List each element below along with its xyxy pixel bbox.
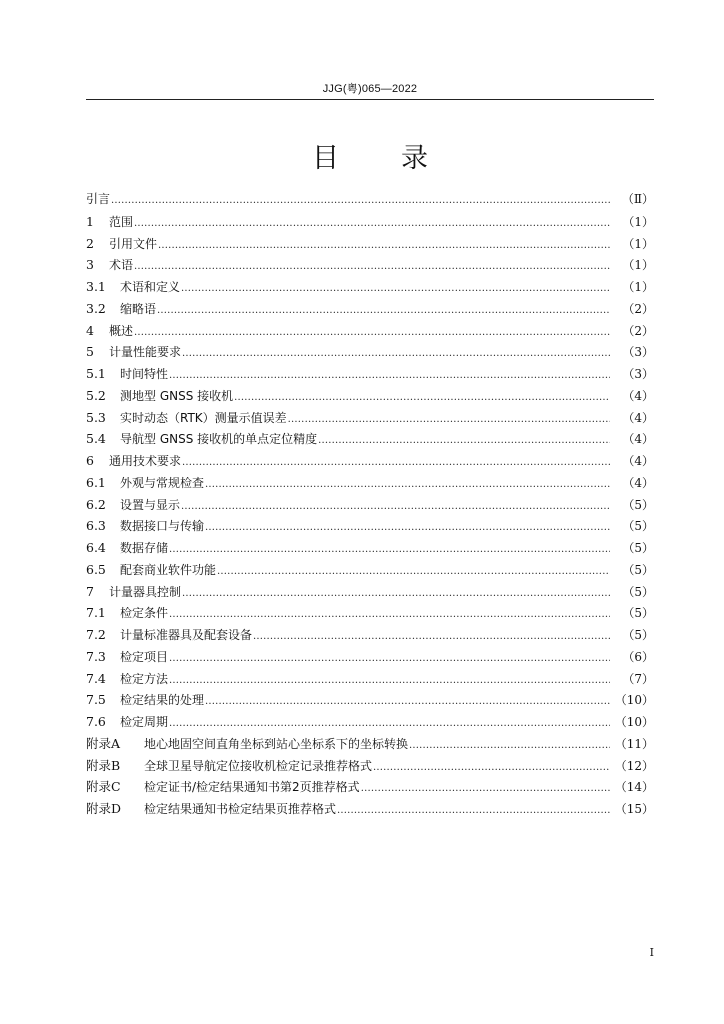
toc-dot-leader xyxy=(134,256,610,278)
toc-entry[interactable] xyxy=(86,494,654,516)
toc-entry-page: （7） xyxy=(622,671,654,686)
toc-dot-leader xyxy=(169,539,610,561)
document-code-header: JJG(粤)065—2022 xyxy=(322,83,418,95)
toc-dot-leader xyxy=(205,691,610,713)
toc-entry[interactable] xyxy=(86,450,654,472)
toc-dot-leader xyxy=(205,517,610,539)
toc-entry-page: （5） xyxy=(622,584,654,599)
toc-entry-page: （4） xyxy=(622,388,654,403)
toc-entry[interactable] xyxy=(86,428,654,450)
toc-entry[interactable] xyxy=(86,798,654,820)
toc-entry-title: 外观与常规检查 xyxy=(120,475,205,490)
toc-entry[interactable] xyxy=(86,537,654,559)
toc-entry-page: （14） xyxy=(614,780,654,795)
toc-entry-title: 设置与显示 xyxy=(120,497,181,512)
toc-entry-page: （15） xyxy=(614,802,654,816)
toc-dot-leader xyxy=(134,322,610,344)
toc-entry-number: 附录B xyxy=(86,757,121,773)
toc-dot-leader xyxy=(182,343,610,365)
toc-entry-number: 附录A xyxy=(86,735,121,751)
toc-dot-leader xyxy=(169,713,610,735)
toc-entry[interactable] xyxy=(86,733,654,755)
toc-entry-page: （10） xyxy=(614,715,654,729)
toc-entry[interactable] xyxy=(86,755,654,777)
toc-entry-page: （5） xyxy=(622,628,654,642)
toc-entry[interactable] xyxy=(86,211,654,233)
table-of-contents xyxy=(86,189,654,820)
toc-entry-number: 3.2 xyxy=(86,300,106,316)
toc-entry[interactable] xyxy=(86,646,654,668)
toc-entry-page: （3） xyxy=(622,345,654,360)
toc-entry-number: 6.2 xyxy=(86,496,106,512)
toc-entry-title: 检定结果通知书检定结果页推荐格式 xyxy=(144,802,337,816)
toc-entry-page: （1） xyxy=(622,214,654,229)
toc-entry-number: 7 xyxy=(86,583,94,599)
toc-entry-title: 引用文件 xyxy=(109,236,158,251)
toc-dot-leader xyxy=(205,474,610,496)
toc-dot-leader xyxy=(217,561,610,583)
toc-dot-leader xyxy=(337,800,610,822)
toc-dot-leader xyxy=(157,300,610,322)
toc-entry-number: 5 xyxy=(86,344,94,360)
toc-dot-leader xyxy=(181,278,610,300)
toc-entry-title: 测地型 GNSS 接收机 xyxy=(120,388,234,403)
toc-entry-title: 检定结果的处理 xyxy=(120,693,205,708)
page-title: 目录 xyxy=(312,143,490,174)
toc-entry[interactable] xyxy=(86,602,654,624)
toc-dot-leader xyxy=(181,496,610,518)
toc-entry-title: 术语和定义 xyxy=(120,280,181,294)
toc-dot-leader xyxy=(373,757,610,779)
toc-entry-page: （1） xyxy=(622,236,654,251)
toc-entry[interactable] xyxy=(86,254,654,276)
toc-entry-page: （5） xyxy=(622,562,654,577)
toc-entry-page: （12） xyxy=(614,758,654,773)
toc-entry-title: 时间特性 xyxy=(120,367,169,381)
toc-entry-page: （6） xyxy=(622,649,654,664)
toc-entry[interactable] xyxy=(86,776,654,798)
toc-entry-title: 范围 xyxy=(109,214,134,229)
toc-entry-number: 7.6 xyxy=(86,714,106,729)
toc-entry[interactable] xyxy=(86,668,654,690)
toc-entry-title: 检定周期 xyxy=(120,715,169,729)
toc-entry-title: 实时动态（RTK）测量示值误差 xyxy=(120,410,287,425)
toc-entry-number: 7.4 xyxy=(86,670,106,686)
toc-entry[interactable] xyxy=(86,341,654,363)
toc-entry-title: 检定方法 xyxy=(120,671,169,686)
toc-entry-number: 7.2 xyxy=(86,627,106,642)
toc-entry-number: 5.2 xyxy=(86,387,106,403)
toc-entry[interactable] xyxy=(86,320,654,342)
toc-entry-number: 3.1 xyxy=(86,279,106,294)
toc-entry-number: 6 xyxy=(86,453,94,468)
toc-entry[interactable] xyxy=(86,298,654,320)
toc-entry[interactable] xyxy=(86,515,654,537)
toc-entry-page: （5） xyxy=(622,497,654,512)
toc-dot-leader xyxy=(182,583,610,605)
toc-entry[interactable] xyxy=(86,711,654,733)
toc-entry-title: 计量器具控制 xyxy=(109,584,182,599)
toc-entry[interactable] xyxy=(86,559,654,581)
header-rule xyxy=(86,99,654,100)
toc-entry-number: 3 xyxy=(86,257,94,273)
toc-entry-number: 附录C xyxy=(86,779,121,795)
toc-entry-title: 数据存储 xyxy=(120,541,169,555)
toc-entry-page: （Ⅱ） xyxy=(621,192,654,206)
toc-entry-page: （5） xyxy=(622,606,654,621)
toc-entry-page: （4） xyxy=(622,475,654,490)
toc-entry[interactable] xyxy=(86,189,654,211)
toc-dot-leader xyxy=(169,648,610,670)
toc-entry-title: 概述 xyxy=(109,323,134,338)
toc-entry-number: 6.5 xyxy=(86,561,106,577)
toc-entry-title: 数据接口与传输 xyxy=(120,519,205,534)
toc-dot-leader xyxy=(134,213,610,235)
toc-dot-leader xyxy=(234,387,610,409)
toc-entry-number: 2 xyxy=(86,235,94,251)
toc-entry-page: （3） xyxy=(622,367,654,381)
toc-entry[interactable] xyxy=(86,624,654,646)
toc-entry-number: 6.4 xyxy=(86,540,106,555)
toc-dot-leader xyxy=(409,735,610,757)
toc-entry[interactable] xyxy=(86,363,654,385)
toc-entry-number: 7.3 xyxy=(86,648,106,664)
toc-entry-title: 引言 xyxy=(86,192,111,206)
toc-dot-leader xyxy=(318,430,610,452)
toc-entry-title: 检定条件 xyxy=(120,606,169,621)
toc-entry-number: 5.3 xyxy=(86,409,106,425)
toc-entry[interactable] xyxy=(86,276,654,298)
toc-entry-number: 7.5 xyxy=(86,692,106,708)
toc-entry-number: 6.1 xyxy=(86,474,106,490)
toc-entry-title: 缩略语 xyxy=(120,301,157,316)
toc-dot-leader xyxy=(158,235,610,257)
toc-entry-title: 检定项目 xyxy=(120,649,169,664)
toc-entry-title: 地心地固空间直角坐标到站心坐标系下的坐标转换 xyxy=(144,736,409,751)
toc-entry-title: 导航型 GNSS 接收机的单点定位精度 xyxy=(120,432,318,447)
footer-page-number: I xyxy=(649,946,654,959)
toc-entry-title: 检定证书/检定结果通知书第2页推荐格式 xyxy=(144,780,360,795)
toc-dot-leader xyxy=(288,409,610,431)
toc-entry[interactable] xyxy=(86,689,654,711)
toc-entry-page: （10） xyxy=(614,693,654,708)
toc-entry-page: （1） xyxy=(622,258,654,273)
toc-entry-number: 1 xyxy=(86,213,94,229)
toc-entry-title: 术语 xyxy=(109,258,134,273)
toc-entry-number: 附录D xyxy=(86,801,122,816)
toc-entry-page: （2） xyxy=(622,301,654,316)
toc-entry-title: 全球卫星导航定位接收机检定记录推荐格式 xyxy=(144,758,373,773)
toc-entry-page: （11） xyxy=(614,736,654,751)
toc-dot-leader xyxy=(169,365,610,387)
toc-entry-number: 7.1 xyxy=(86,605,106,621)
toc-entry[interactable] xyxy=(86,233,654,255)
toc-dot-leader xyxy=(253,626,610,648)
toc-entry-title: 配套商业软件功能 xyxy=(120,562,217,577)
toc-entry[interactable] xyxy=(86,581,654,603)
toc-entry-page: （5） xyxy=(622,541,654,555)
toc-entry-title: 通用技术要求 xyxy=(109,454,182,468)
toc-entry-page: （2） xyxy=(622,323,654,338)
toc-entry-title: 计量标准器具及配套设备 xyxy=(120,628,253,642)
toc-entry-page: （4） xyxy=(622,410,654,425)
toc-entry-page: （4） xyxy=(622,432,654,447)
toc-dot-leader xyxy=(361,778,610,800)
toc-entry-page: （5） xyxy=(622,519,654,534)
toc-entry-number: 4 xyxy=(86,322,94,338)
toc-entry-number: 5.4 xyxy=(86,431,106,447)
toc-dot-leader xyxy=(169,670,610,692)
toc-entry-number: 6.3 xyxy=(86,518,106,534)
toc-dot-leader xyxy=(169,604,610,626)
toc-entry-page: （4） xyxy=(622,454,654,468)
toc-entry-number: 5.1 xyxy=(86,366,106,381)
toc-dot-leader xyxy=(111,190,610,212)
toc-entry[interactable] xyxy=(86,385,654,407)
toc-entry-title: 计量性能要求 xyxy=(109,345,182,360)
toc-entry[interactable] xyxy=(86,407,654,429)
toc-entry[interactable] xyxy=(86,472,654,494)
toc-entry-page: （1） xyxy=(622,280,654,294)
toc-dot-leader xyxy=(182,452,610,474)
